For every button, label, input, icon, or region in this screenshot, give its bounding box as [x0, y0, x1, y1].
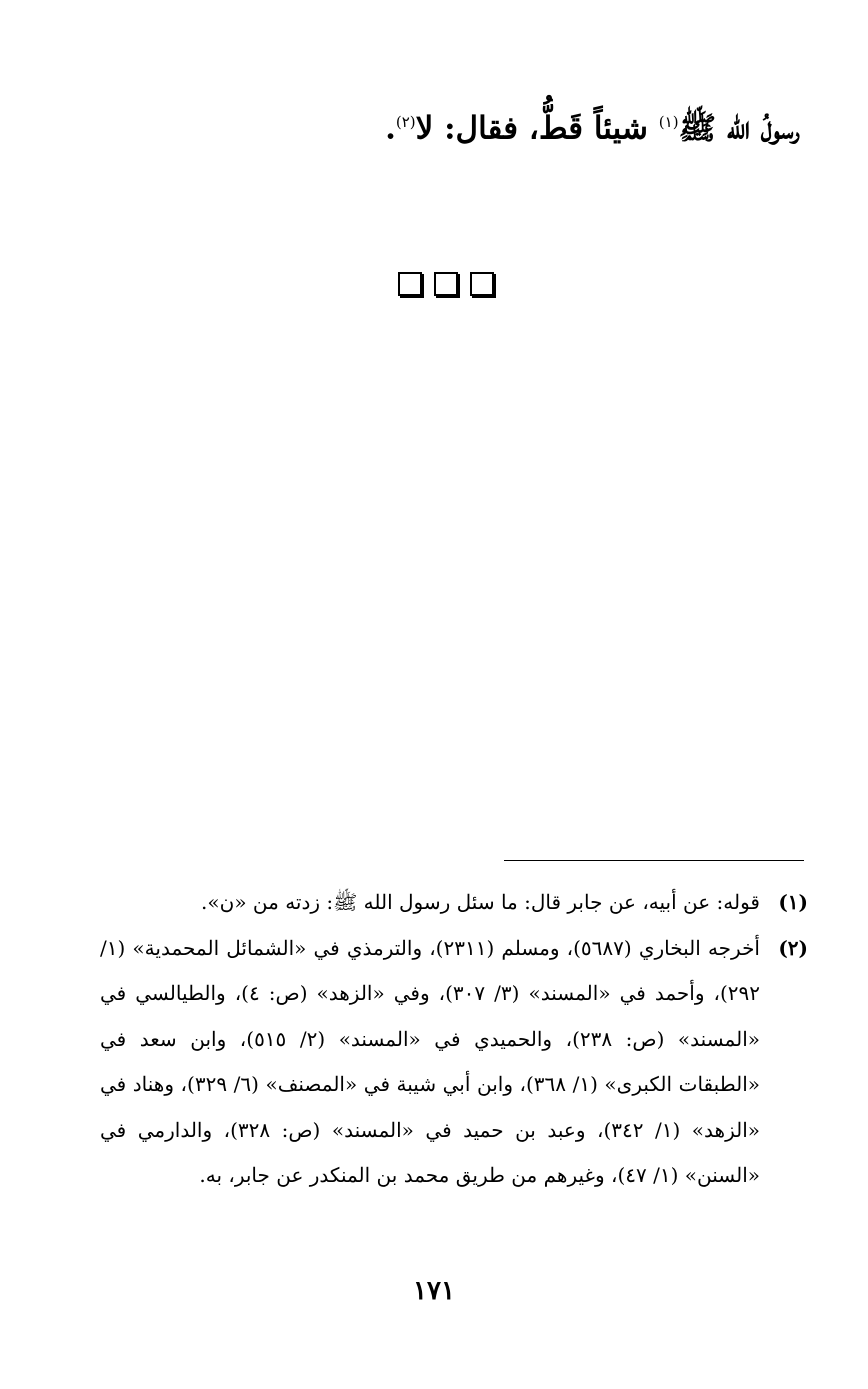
- separator-square-icon: [434, 272, 458, 296]
- footnote-number: (١): [778, 890, 808, 914]
- page-number: ١٧١: [413, 1276, 455, 1306]
- main-text-end: .: [385, 110, 396, 147]
- separator-square-icon: [470, 272, 494, 296]
- main-text-line: [60, 100, 800, 150]
- footnote-2: [100, 926, 808, 1199]
- footnotes: [100, 880, 808, 1199]
- footnote-ref-2: (٢): [395, 113, 416, 131]
- footnote-text: أخرجه البخاري (٥٦٨٧)، ومسلم (٢٣١١)، والترمذي في «الشمائل المحمدية» (١/ ٢٩٢)، وأحمد في «المسند» (٣/ ٣٠٧)، وفي «الزهد» (ص: ٤)، والطيالسي في «المسند» (ص: ٢٣٨)، والحميدي في «المسند» (٢/ ٥١٥)، وابن سعد في «الطبقات الكبرى» (١/ ٣٦٨)، وابن أبي شيبة في «المصنف» (٦/ ٣٢٩)، وهناد في «الزهد» (١/ ٣٤٢)، وعبد بن حميد في «المسند» (ص: ٣٢٨)، والدارمي في «السنن» (١/ ٤٧)، وغيرهم من طريق محمد بن المنكدر عن جابر، به.: [100, 935, 760, 1187]
- main-text-mid: شيئاً قَطُّ، فقال: لا: [415, 110, 659, 147]
- separator-square-icon: [398, 272, 422, 296]
- footnote-number: (٢): [778, 935, 808, 960]
- footnote-1: [100, 880, 808, 926]
- footnote-text: قوله: عن أبيه، عن جابر قال: ما سئل رسول الله ﷺ: زدته من «ن».: [201, 890, 760, 914]
- main-text-start: رسولُ الله ﷺ: [678, 110, 800, 147]
- footnote-ref-1: (١): [658, 113, 679, 131]
- section-separator: [398, 272, 498, 298]
- footnote-divider: [504, 860, 804, 861]
